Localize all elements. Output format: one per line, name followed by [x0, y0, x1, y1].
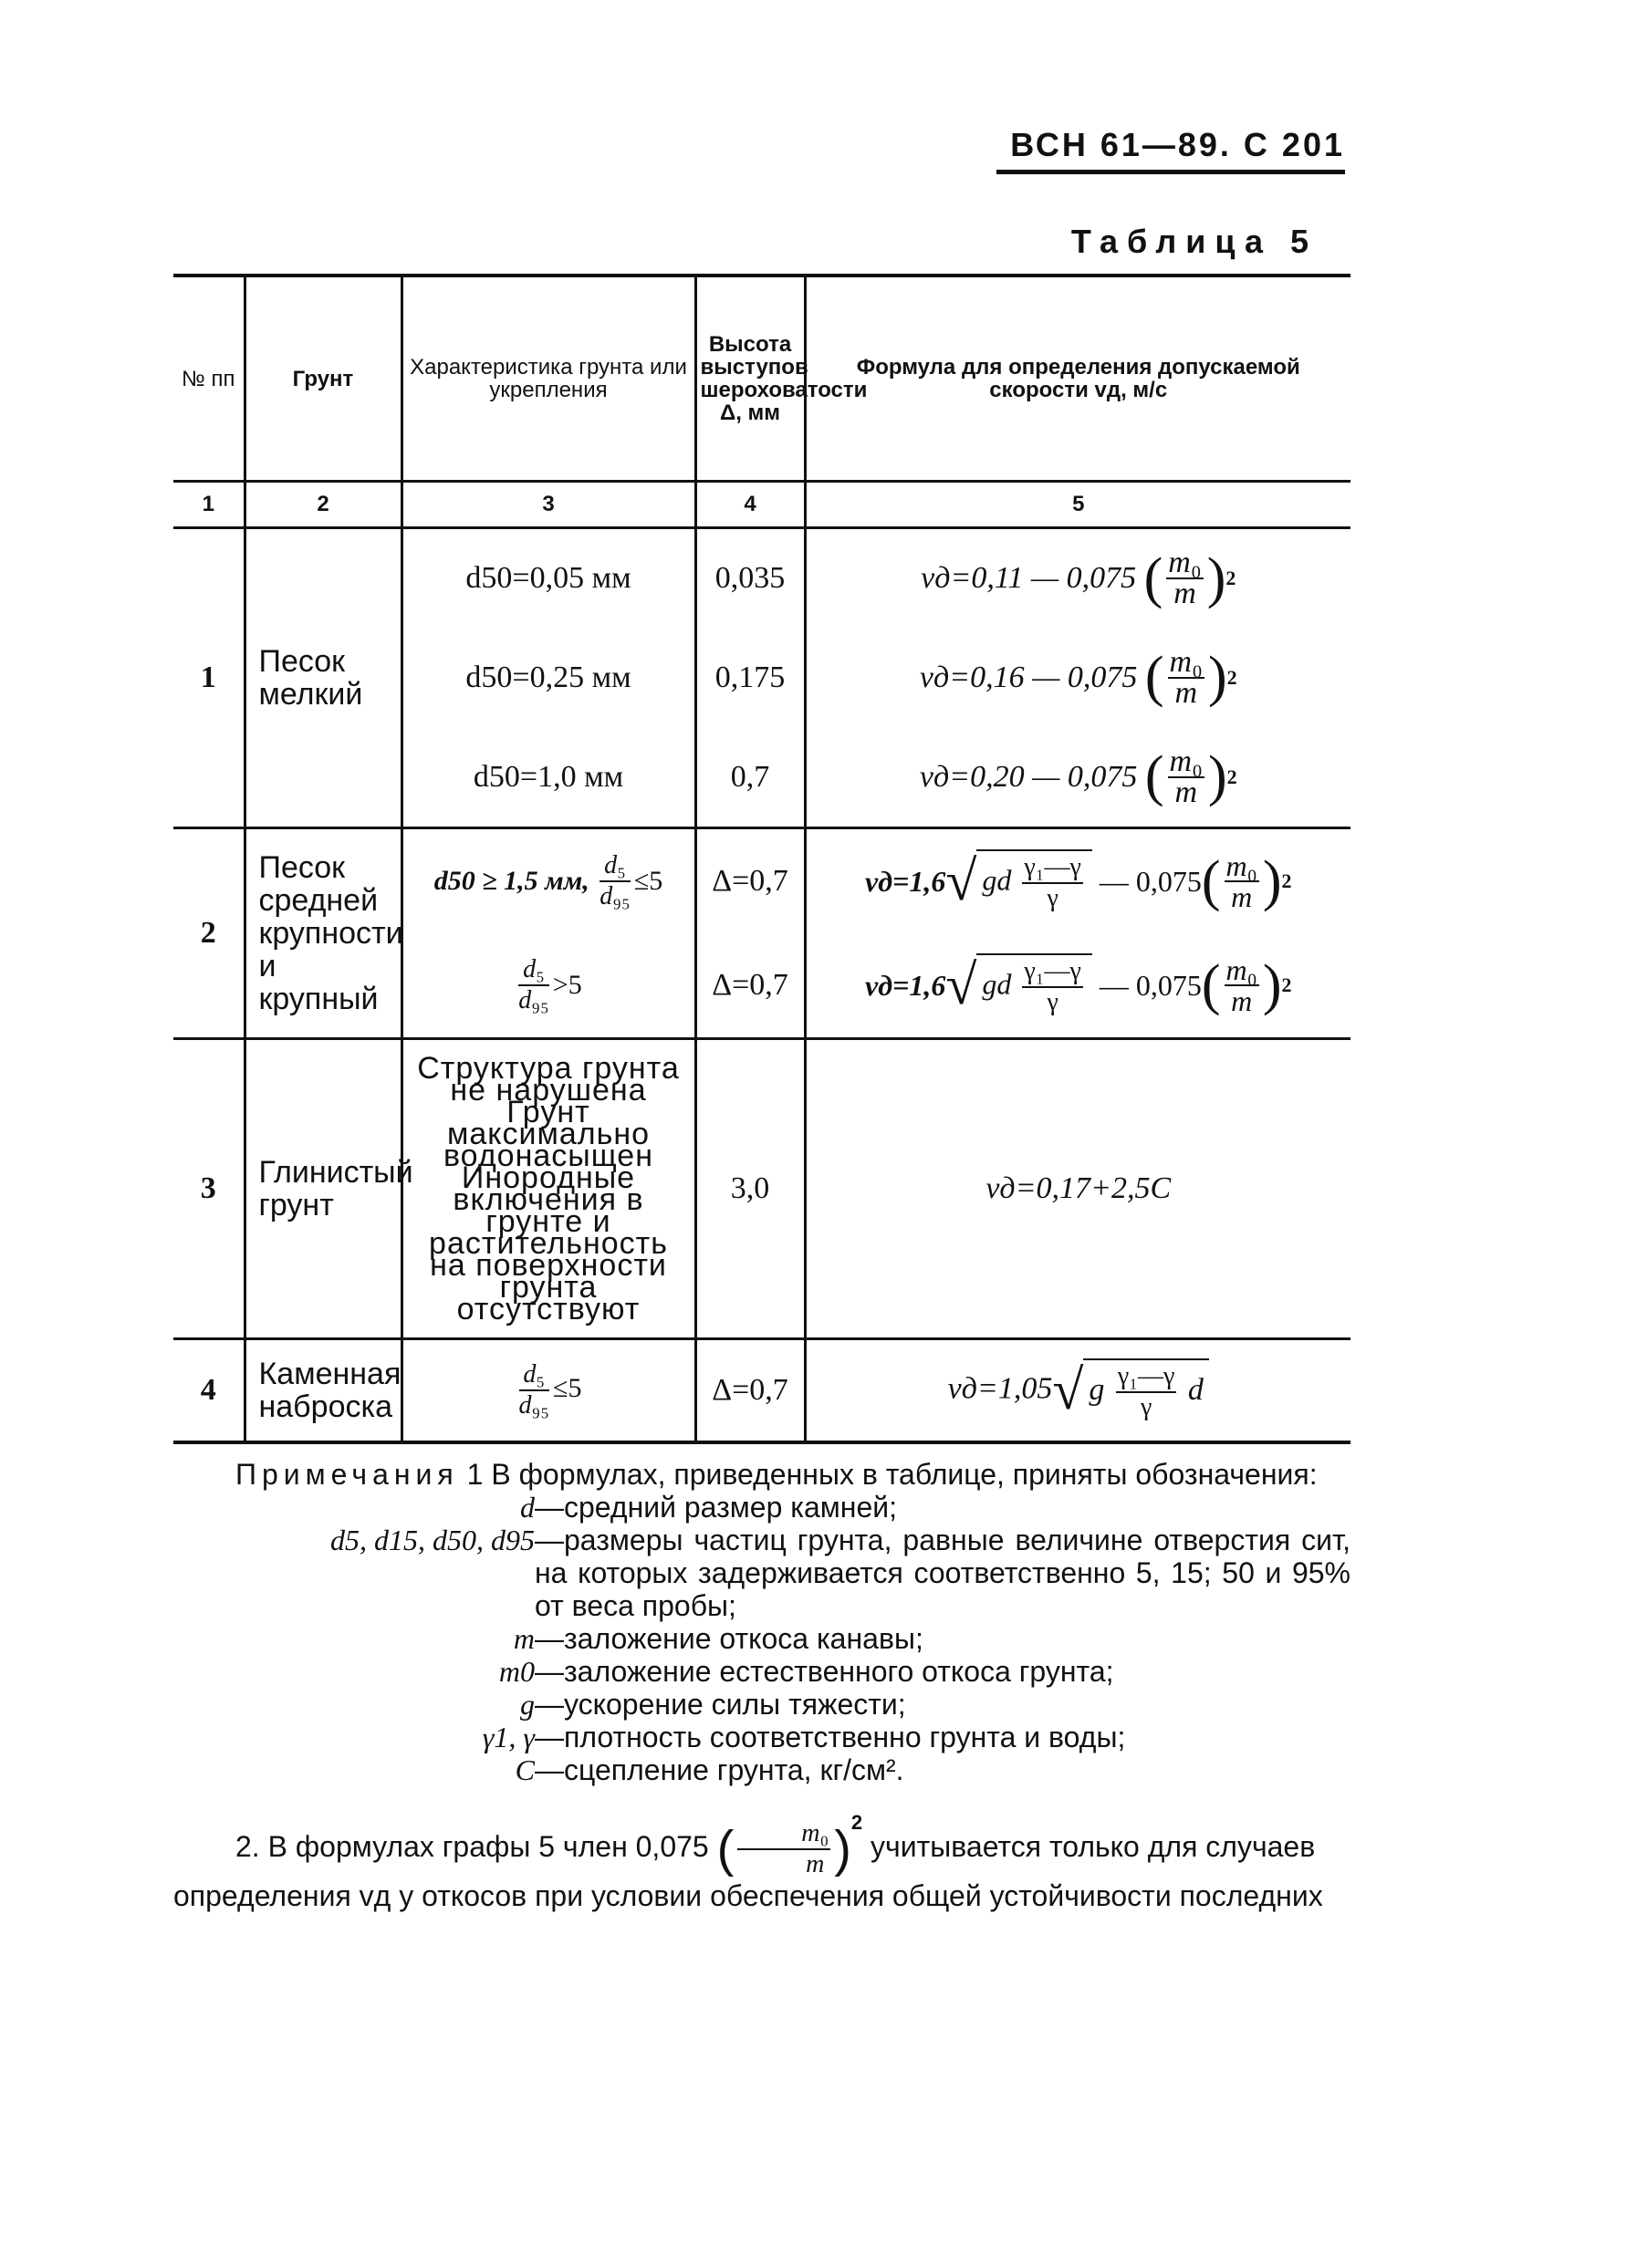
roughness-value: 3,0 — [695, 1039, 805, 1339]
roughness-value: 0,7 — [730, 759, 770, 794]
definition-text: —средний размер камней; — [535, 1491, 897, 1524]
roughness-value: Δ=0,7 — [712, 864, 788, 898]
header-roughness: Высота выступов шероховатости Δ, мм — [695, 276, 805, 482]
definition-item — [173, 1688, 1350, 1721]
roughness-value: Δ=0,7 — [712, 968, 788, 1002]
roughness-value: 0,035 — [714, 561, 786, 596]
definition-text: —плотность соответственно грунта и воды; — [535, 1721, 1126, 1753]
soil-type: Песок мелкий — [245, 528, 401, 828]
definition-item — [173, 1524, 1350, 1622]
definition-item — [173, 1491, 1350, 1524]
definition-term: γ1, γ — [482, 1721, 535, 1753]
definition-term: d — [520, 1491, 535, 1524]
table-row — [173, 528, 1350, 828]
column-number: 2 — [245, 482, 401, 528]
note-1 — [173, 1458, 1350, 1491]
definition-term: C — [515, 1753, 535, 1786]
document-reference: ВСН 61—89. С 201 — [996, 126, 1345, 174]
formula: vд=0,11 — 0,075 ( $\frac{\text{m₀}}{m}$ ) 2 — [921, 546, 1236, 611]
formula-text: vд=0,11 — 0,075 — [921, 561, 1137, 596]
roughness-value: 0,175 — [714, 660, 786, 694]
roughness-value: Δ=0,7 — [695, 1339, 805, 1443]
roughness-height — [695, 828, 805, 1039]
characteristic-text: ≤5 — [633, 866, 663, 896]
note2-before: 2. В формулах графы 5 член 0,075 — [235, 1830, 709, 1863]
header-number: № пп — [173, 276, 245, 482]
formula-text: vд=1,6 — [865, 968, 946, 1002]
column-number: 1 — [173, 482, 245, 528]
table-header-row — [173, 276, 1350, 482]
characteristic-value: $\frac{\text{d₅}}{\text{d₉₅}}$ >5 — [518, 955, 582, 1014]
formula-text: vд=1,05 — [947, 1370, 1053, 1405]
table-row — [173, 828, 1350, 1039]
note-2: 2. В формулах графы 5 член 0,075 ( $\frac{\text{m₀}}{m}$ )$^2$ учитывается только для случаев определения vд у откосов при условии обеспечения общей устойчивости последних — [173, 1811, 1323, 1912]
velocity-formula — [805, 1039, 1350, 1339]
row-number: 1 — [173, 528, 245, 828]
characteristic-value: d50=0,05 мм — [465, 561, 631, 596]
notes-label: Примечания — [235, 1458, 459, 1491]
soil-type: Каменная наброска — [245, 1339, 401, 1443]
formula: vд=0,16 — 0,075 ( $\frac{\text{m₀}}{m}$ ) 2 — [919, 644, 1237, 710]
characteristic-value: d50=0,25 мм — [465, 660, 631, 694]
formula: vд=1,6 √ gd $\frac{\text{γ₁—γ}}{\gamma}$ — 0,075 ( $\frac{\text{m₀}}{m}$ ) 2 — [865, 849, 1292, 913]
column-number: 3 — [401, 482, 695, 528]
definition-term: g — [520, 1688, 535, 1721]
velocity-formula — [805, 528, 1350, 828]
definition-term: m — [513, 1622, 535, 1655]
formula-text: vд=0,16 — 0,075 — [919, 660, 1138, 694]
header-characteristic: Характеристика грунта или укрепления — [401, 276, 695, 482]
column-number-row — [173, 482, 1350, 528]
formula: vд=0,20 — 0,075 ( $\frac{\text{m₀}}{m}$ ) 2 — [919, 744, 1237, 809]
soil-characteristic: $\frac{\text{d₅}}{\text{d₉₅}}$ ≤5 — [401, 1339, 695, 1443]
formula-text: vд=0,20 — 0,075 — [919, 759, 1138, 794]
formula-text: vд=0,17+2,5C — [985, 1171, 1172, 1205]
definition-text: —заложение откоса канавы; — [535, 1622, 923, 1655]
table-row — [173, 1039, 1350, 1339]
soil-characteristic — [401, 528, 695, 828]
formula: vд=1,6 √ gd $\frac{\text{γ₁—γ}}{\gamma}$ — 0,075 ( $\frac{\text{m₀}}{m}$ ) 2 — [865, 953, 1292, 1017]
soil-type: Глинистый грунт — [245, 1039, 401, 1339]
header-soil: Грунт — [245, 276, 401, 482]
note2-after: учитывается только для случаев определения vд у откосов при условии обеспечения общей устойчивости последних — [173, 1830, 1323, 1912]
notes-intro: 1 В формулах, приведенных в таблице, приняты обозначения: — [466, 1458, 1318, 1491]
soil-characteristic — [401, 828, 695, 1039]
definition-item — [173, 1655, 1350, 1688]
row-number: 3 — [173, 1039, 245, 1339]
formula-text: vд=1,6 — [865, 864, 946, 898]
row-number: 2 — [173, 828, 245, 1039]
characteristic-text: ≤5 — [553, 1372, 582, 1403]
definition-text: —заложение естественного откоса грунта; — [535, 1655, 1114, 1688]
definition-text: —размеры частиц грунта, равные величине отверстия сит, на которых задерживается соответственно 5, 15; 50 и 95% от веса пробы; — [535, 1524, 1350, 1622]
definition-text: —сцепление грунта, кг/см². — [535, 1753, 904, 1786]
characteristic-value: d50=1,0 мм — [473, 759, 624, 794]
velocity-table — [173, 274, 1350, 1444]
definition-text: —ускорение силы тяжести; — [535, 1688, 906, 1721]
definition-term: m0 — [498, 1655, 535, 1688]
characteristic-text: >5 — [552, 970, 582, 1000]
column-number: 5 — [805, 482, 1350, 528]
soil-type: Песок средней крупности и крупный — [245, 828, 401, 1039]
soil-characteristic: Структура грунта не нарушена Грунт максимально водонасыщен Инородные включения в грунте и растительность на поверхности грунта отсутствуют — [401, 1039, 695, 1339]
definition-item — [173, 1721, 1350, 1753]
characteristic-value: d50 ≥ 1,5 мм, $\frac{\text{d₅}}{\text{d₉₅}}$ ≤5 — [433, 851, 663, 910]
characteristic-text: d50 ≥ 1,5 мм, — [433, 866, 589, 896]
header-formula: Формула для определения допускаемой скорости vд, м/с — [805, 276, 1350, 482]
notes-section — [173, 1458, 1350, 1912]
table-row — [173, 1339, 1350, 1443]
velocity-formula — [805, 828, 1350, 1039]
column-number: 4 — [695, 482, 805, 528]
definition-item — [173, 1753, 1350, 1786]
definition-term: d5, d15, d50, d95 — [330, 1524, 535, 1556]
definition-item — [173, 1622, 1350, 1655]
roughness-height — [695, 528, 805, 828]
velocity-formula: vд=1,05√ g $\frac{\text{γ₁—γ}}{\gamma}$ d — [805, 1339, 1350, 1443]
row-number: 4 — [200, 1373, 216, 1407]
table-title: Таблица 5 — [1070, 223, 1318, 260]
